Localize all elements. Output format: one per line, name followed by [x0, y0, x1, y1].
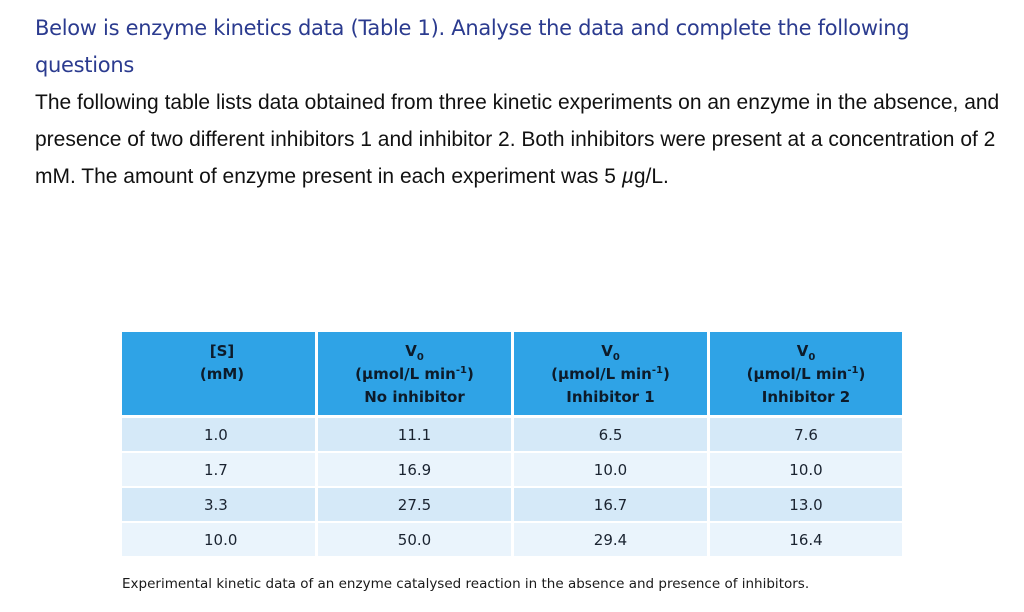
cell-substrate: 3.3 [122, 488, 318, 523]
intro-text: Below is enzyme kinetics data (Table 1). Analyse the data and complete the following questions [35, 16, 910, 77]
cell-inhibitor-2: 16.4 [710, 523, 902, 558]
header-v0: $V_0$ [601, 342, 620, 363]
kinetics-table [122, 332, 902, 558]
header-no-inhibitor [318, 332, 514, 418]
header-v0: $V_0$ [796, 342, 816, 363]
header-substrate-line2: (mM) [199, 365, 245, 383]
header-unit: (µmol/L $\min^{-1}$) [551, 365, 670, 383]
cell-inhibitor-1: 16.7 [514, 488, 710, 523]
cell-inhibitor-1: 29.4 [514, 523, 710, 558]
header-inhibitor-1 [514, 332, 710, 418]
table-header-row [122, 332, 902, 418]
table-caption: Experimental kinetic data of an enzyme catalysed reaction in the absence and presence of inhibitors. [122, 576, 810, 592]
table-row [122, 523, 902, 558]
header-v0: $V_0$ [405, 342, 424, 363]
cell-no-inhibitor: 50.0 [318, 523, 514, 558]
cell-inhibitor-2: 7.6 [710, 418, 902, 453]
header-substrate-line1: [S] [209, 342, 235, 360]
header-condition: No inhibitor [364, 388, 465, 406]
cell-no-inhibitor: 16.9 [318, 453, 514, 488]
unit-rest: g/L. [633, 165, 669, 188]
header-condition: Inhibitor 2 [761, 388, 851, 406]
header-inhibitor-2 [710, 332, 902, 418]
question-body: The following table lists data obtained from three kinetic experiments on an enzyme in the absence, and presence of two different inhibitors 1 and inhibitor 2. Both inhibitors were present at a concentration of 2 mM. The amount of enzyme present in each experiment was 5 [35, 91, 1000, 188]
cell-substrate: 1.7 [122, 453, 318, 488]
table-row [122, 418, 902, 453]
header-unit: (µmol/L $\min^{-1}$) [746, 365, 866, 383]
cell-inhibitor-2: 10.0 [710, 453, 902, 488]
table-row [122, 453, 902, 488]
header-condition: Inhibitor 1 [566, 388, 655, 406]
cell-substrate: 10.0 [122, 523, 318, 558]
table-row [122, 488, 902, 523]
cell-no-inhibitor: 11.1 [318, 418, 514, 453]
unit-mu: µ [621, 165, 634, 188]
header-substrate [122, 332, 318, 418]
cell-substrate: 1.0 [122, 418, 318, 453]
header-unit: (µmol/L $\min^{-1}$) [355, 365, 474, 383]
cell-inhibitor-1: 6.5 [514, 418, 710, 453]
question-text [35, 84, 1010, 195]
cell-inhibitor-2: 13.0 [710, 488, 902, 523]
cell-inhibitor-1: 10.0 [514, 453, 710, 488]
cell-no-inhibitor: 27.5 [318, 488, 514, 523]
